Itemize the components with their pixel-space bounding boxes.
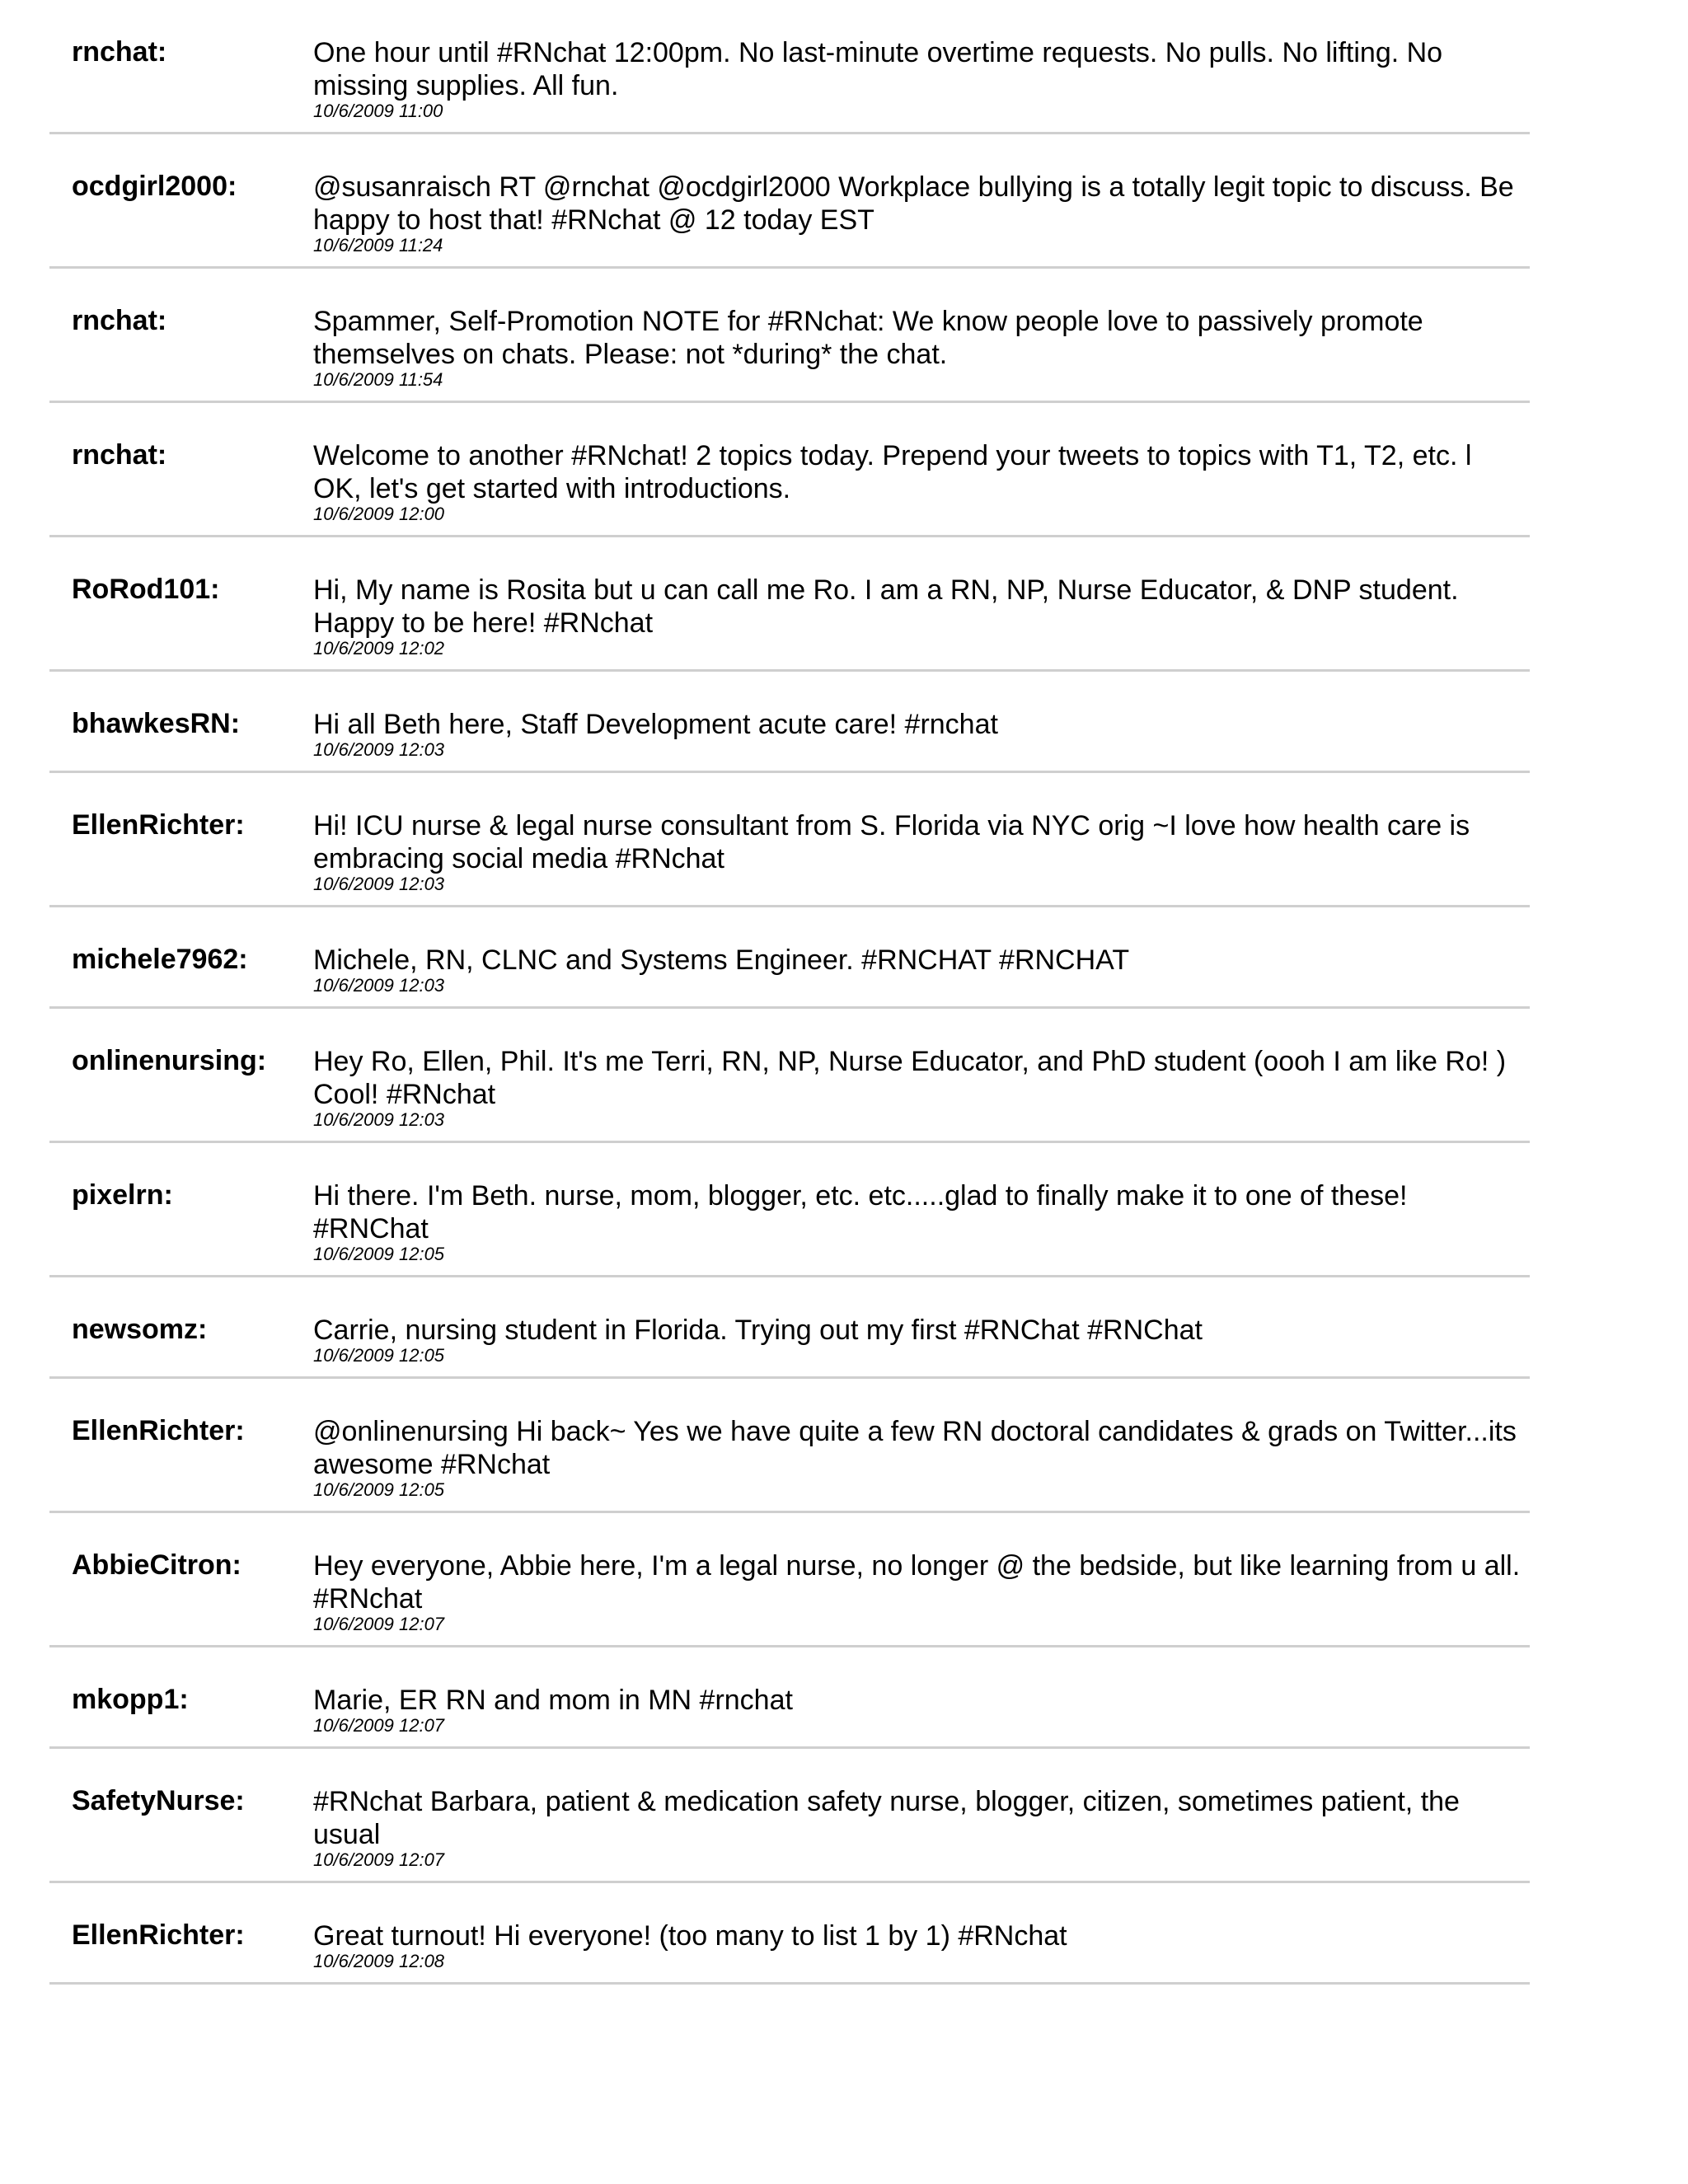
entry-body: [313, 944, 1525, 1006]
entry-body: [313, 439, 1525, 535]
entry-body: [313, 1785, 1525, 1881]
entry-text: #RNchat Barbara, patient & medication safety nurse, blogger, citizen, sometimes patient, the usual: [313, 1786, 1460, 1850]
entry-text: Hi! ICU nurse & legal nurse consultant from S. Florida via NYC orig ~I love how health care is embracing social media #RNchat: [313, 810, 1470, 874]
entry-timestamp: 10/6/2009 12:03: [313, 874, 445, 894]
entry-text: Great turnout! Hi everyone! (too many to list 1 by 1) #RNchat: [313, 1920, 1067, 1952]
entry-username: michele7962:: [72, 944, 248, 975]
entry-text: Welcome to another #RNchat! 2 topics today. Prepend your tweets to topics with T1, T2, etc. l OK, let's get started with introductions.: [313, 440, 1472, 504]
entry-username: ocdgirl2000:: [72, 171, 237, 202]
entry-timestamp: 10/6/2009 12:03: [313, 1109, 445, 1130]
entry-body: [313, 1684, 1525, 1746]
chat-entry: [49, 403, 1530, 537]
entry-username: AbbieCitron:: [72, 1549, 241, 1581]
entry-timestamp: 10/6/2009 12:03: [313, 975, 445, 996]
entry-timestamp: 10/6/2009 12:08: [313, 1951, 445, 1971]
chat-entry: [49, 1143, 1530, 1277]
entry-text: One hour until #RNchat 12:00pm. No last-minute overtime requests. No pulls. No lifting. No missing supplies. All fun.: [313, 37, 1443, 101]
chat-entry: [49, 134, 1530, 269]
entry-username: rnchat:: [72, 36, 167, 68]
entry-timestamp: 10/6/2009 12:05: [313, 1345, 445, 1366]
entry-timestamp: 10/6/2009 11:00: [313, 101, 443, 121]
entry-username: pixelrn:: [72, 1179, 173, 1211]
chat-entry: [49, 1277, 1530, 1379]
entry-body: [313, 708, 1525, 771]
entry-username: RoRod101:: [72, 574, 220, 605]
entry-text: Carrie, nursing student in Florida. Trying out my first #RNChat #RNChat: [313, 1315, 1203, 1346]
chat-entry: [49, 907, 1530, 1009]
entry-text: Hey everyone, Abbie here, I'm a legal nurse, no longer @ the bedside, but like learning from u all. #RNchat: [313, 1550, 1521, 1615]
entry-text: Marie, ER RN and mom in MN #rnchat: [313, 1685, 793, 1716]
entry-username: rnchat:: [72, 305, 167, 336]
chat-entry: [49, 1883, 1530, 1985]
entry-text: @susanraisch RT @rnchat @ocdgirl2000 Workplace bullying is a totally legit topic to discuss. Be happy to host that! #RNchat @ 12 today EST: [313, 171, 1514, 236]
entry-text: Hi there. I'm Beth. nurse, mom, blogger, etc. etc.....glad to finally make it to one of these! #RNChat: [313, 1180, 1408, 1244]
entry-body: [313, 305, 1525, 401]
entry-text: Hi, My name is Rosita but u can call me Ro. I am a RN, NP, Nurse Educator, & DNP student. Happy to be here! #RNchat: [313, 574, 1459, 639]
entry-timestamp: 10/6/2009 11:24: [313, 235, 443, 255]
chat-entry: [49, 537, 1530, 672]
entry-text: Michele, RN, CLNC and Systems Engineer. #RNCHAT #RNCHAT: [313, 944, 1130, 976]
entry-timestamp: 10/6/2009 12:07: [313, 1614, 445, 1634]
entry-body: [313, 574, 1525, 669]
entry-username: bhawkesRN:: [72, 708, 241, 739]
entry-username: newsomz:: [72, 1314, 208, 1345]
entry-body: [313, 1179, 1525, 1275]
entry-body: [313, 1919, 1525, 1982]
entry-timestamp: 10/6/2009 12:07: [313, 1849, 445, 1870]
entry-body: [313, 809, 1525, 905]
entry-body: [313, 1415, 1525, 1511]
chat-entry: [49, 0, 1530, 134]
entry-username: EllenRichter:: [72, 809, 245, 841]
chat-entry: [49, 1749, 1530, 1883]
entry-username: onlinenursing:: [72, 1045, 267, 1076]
entry-username: EllenRichter:: [72, 1919, 245, 1951]
chat-entry: [49, 1009, 1530, 1143]
entry-body: [313, 171, 1525, 266]
chat-entry: [49, 1379, 1530, 1513]
entry-timestamp: 10/6/2009 12:05: [313, 1479, 445, 1500]
entry-username: rnchat:: [72, 439, 167, 471]
entry-body: [313, 1045, 1525, 1141]
entry-username: SafetyNurse:: [72, 1785, 245, 1816]
chat-entry: [49, 1647, 1530, 1749]
entry-timestamp: 10/6/2009 12:03: [313, 739, 445, 760]
entry-username: mkopp1:: [72, 1684, 189, 1715]
entry-timestamp: 10/6/2009 11:54: [313, 369, 443, 390]
entry-body: [313, 36, 1525, 132]
entry-body: [313, 1314, 1525, 1376]
entry-timestamp: 10/6/2009 12:02: [313, 638, 445, 658]
entry-timestamp: 10/6/2009 12:00: [313, 504, 445, 524]
chat-entry: [49, 269, 1530, 403]
entry-text: Hey Ro, Ellen, Phil. It's me Terri, RN, NP, Nurse Educator, and PhD student (oooh I am like Ro! ) Cool! #RNchat: [313, 1046, 1507, 1110]
chat-entry: [49, 773, 1530, 907]
chat-entry: [49, 672, 1530, 773]
entry-text: @onlinenursing Hi back~ Yes we have quite a few RN doctoral candidates & grads on Twitter...its awesome #RNchat: [313, 1416, 1517, 1480]
entry-body: [313, 1549, 1525, 1645]
entry-text: Spammer, Self-Promotion NOTE for #RNchat: We know people love to passively promote themselves on chats. Please: not *during* the chat.: [313, 306, 1423, 370]
entry-timestamp: 10/6/2009 12:07: [313, 1715, 445, 1736]
chat-entry: [49, 1513, 1530, 1647]
chat-transcript: [49, 0, 1530, 1985]
entry-username: EllenRichter:: [72, 1415, 245, 1446]
entry-text: Hi all Beth here, Staff Development acute care! #rnchat: [313, 709, 998, 740]
entry-timestamp: 10/6/2009 12:05: [313, 1244, 445, 1264]
